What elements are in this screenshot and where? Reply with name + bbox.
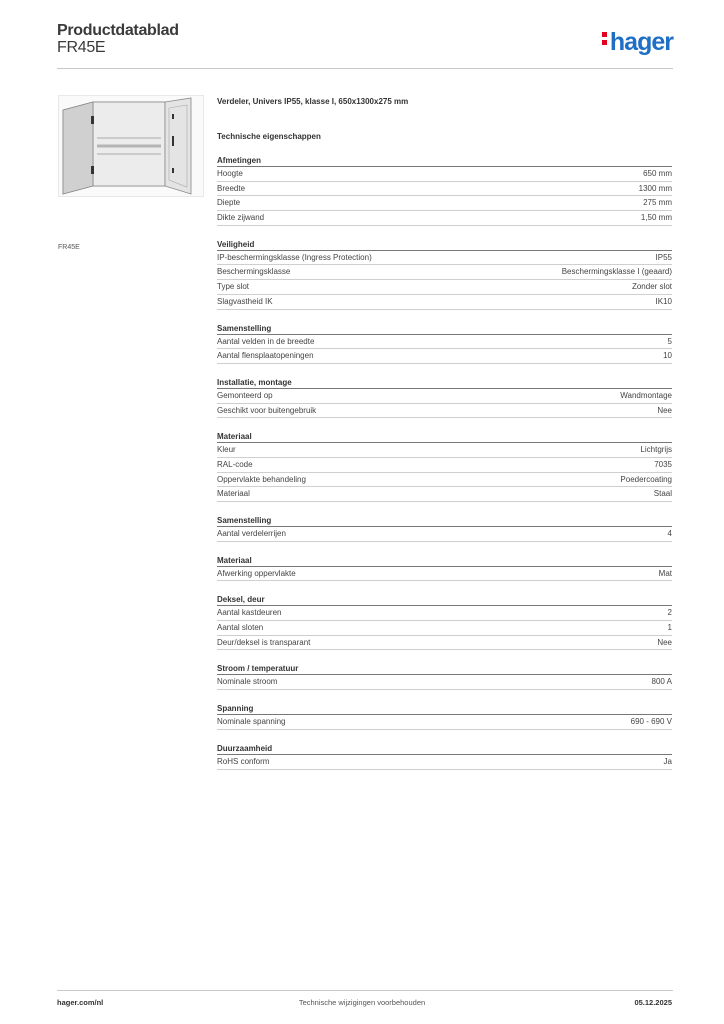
spec-value: 10 bbox=[663, 351, 672, 361]
hager-logo bbox=[602, 28, 673, 57]
spec-label: Beschermingsklasse bbox=[217, 267, 291, 277]
spec-row bbox=[217, 715, 672, 730]
spec-value: 1,50 mm bbox=[640, 213, 672, 223]
spec-label: Aantal flensplaatopeningen bbox=[217, 351, 314, 361]
spec-value: Mat bbox=[658, 568, 672, 578]
spec-row bbox=[217, 265, 672, 280]
spec-sections bbox=[217, 156, 672, 770]
spec-value: 275 mm bbox=[643, 198, 672, 208]
spec-section bbox=[217, 595, 672, 650]
spec-label: Slagvastheid IK bbox=[217, 296, 273, 306]
section-title: Deksel, deur bbox=[217, 595, 672, 606]
spec-row bbox=[217, 567, 672, 582]
spec-section bbox=[217, 240, 672, 310]
spec-label: Type slot bbox=[217, 282, 250, 292]
spec-value: 5 bbox=[667, 336, 672, 346]
spec-row bbox=[217, 487, 672, 502]
spec-row bbox=[217, 211, 672, 226]
spec-value: Staal bbox=[653, 489, 672, 499]
spec-value: Poedercoating bbox=[620, 474, 672, 484]
spec-row bbox=[217, 335, 672, 350]
spec-value: 1300 mm bbox=[638, 183, 672, 193]
product-code: FR45E bbox=[57, 39, 106, 56]
spec-label: Oppervlakte behandeling bbox=[217, 474, 306, 484]
document-title: Productdatablad bbox=[57, 22, 179, 39]
spec-label: Deur/deksel is transparant bbox=[217, 637, 311, 647]
spec-row bbox=[217, 675, 672, 690]
spec-label: Nominale spanning bbox=[217, 717, 286, 727]
spec-label: Breedte bbox=[217, 183, 246, 193]
cabinet-image-icon bbox=[59, 96, 203, 196]
section-title: Samenstelling bbox=[217, 516, 672, 527]
spec-row bbox=[217, 404, 672, 419]
spec-row bbox=[217, 443, 672, 458]
spec-label: Hoogte bbox=[217, 169, 243, 178]
spec-value: Zonder slot bbox=[631, 282, 672, 292]
footer-divider bbox=[57, 990, 673, 991]
image-caption: FR45E bbox=[58, 244, 80, 251]
spec-label: RoHS conform bbox=[217, 756, 270, 766]
spec-row bbox=[217, 349, 672, 364]
spec-value: 650 mm bbox=[643, 169, 672, 178]
tech-properties-heading: Technische eigenschappen bbox=[217, 132, 321, 141]
spec-value: 4 bbox=[667, 529, 672, 538]
spec-value: Wandmontage bbox=[620, 390, 672, 400]
spec-row bbox=[217, 621, 672, 636]
spec-section bbox=[217, 432, 672, 502]
spec-row bbox=[217, 606, 672, 621]
spec-value: Lichtgrijs bbox=[640, 445, 672, 455]
section-title: Installatie, montage bbox=[217, 378, 672, 389]
spec-label: RAL-code bbox=[217, 459, 253, 469]
footer-disclaimer: Technische wijzigingen voorbehouden bbox=[298, 998, 426, 1007]
spec-row bbox=[217, 389, 672, 404]
section-title: Veiligheid bbox=[217, 240, 672, 251]
spec-label: Geschikt voor buitengebruik bbox=[217, 405, 317, 415]
spec-section bbox=[217, 664, 672, 690]
spec-row bbox=[217, 295, 672, 310]
logo-text: hager bbox=[609, 28, 673, 56]
spec-label: Aantal verdelerrijen bbox=[217, 529, 286, 538]
spec-label: Afwerking oppervlakte bbox=[217, 568, 296, 578]
spec-label: Aantal sloten bbox=[217, 623, 264, 633]
spec-section bbox=[217, 556, 672, 582]
spec-value: 7035 bbox=[654, 459, 672, 469]
spec-section bbox=[217, 704, 672, 730]
spec-label: Aantal velden in de breedte bbox=[217, 336, 315, 346]
spec-label: IP-beschermingsklasse (Ingress Protection) bbox=[217, 252, 372, 262]
spec-section bbox=[217, 744, 672, 770]
spec-value: 690 - 690 V bbox=[630, 717, 672, 727]
product-specs bbox=[217, 97, 672, 770]
spec-label: Dikte zijwand bbox=[217, 213, 265, 223]
section-title: Spanning bbox=[217, 704, 672, 715]
spec-value: IP55 bbox=[655, 252, 672, 262]
logo-dots-icon bbox=[602, 29, 607, 48]
spec-row bbox=[217, 280, 672, 295]
section-title: Afmetingen bbox=[217, 156, 672, 167]
spec-value: 800 A bbox=[651, 677, 672, 687]
spec-label: Diepte bbox=[217, 198, 241, 208]
header-divider bbox=[57, 68, 673, 69]
footer-website: hager.com/nl bbox=[57, 998, 104, 1007]
section-title: Materiaal bbox=[217, 556, 672, 567]
spec-row bbox=[217, 167, 672, 182]
section-title: Materiaal bbox=[217, 432, 672, 443]
spec-label: Kleur bbox=[217, 445, 236, 455]
spec-row bbox=[217, 182, 672, 197]
spec-value: 2 bbox=[667, 608, 672, 618]
section-title: Duurzaamheid bbox=[217, 744, 672, 755]
spec-row bbox=[217, 527, 672, 542]
spec-value: Nee bbox=[657, 405, 672, 415]
spec-row bbox=[217, 636, 672, 651]
spec-section bbox=[217, 516, 672, 542]
spec-label: Nominale stroom bbox=[217, 677, 278, 687]
spec-value: Ja bbox=[663, 756, 672, 766]
product-description: Verdeler, Univers IP55, klasse I, 650x1300x275 mm bbox=[217, 97, 409, 106]
product-image bbox=[58, 95, 204, 197]
spec-value: 1 bbox=[667, 623, 672, 633]
spec-row bbox=[217, 196, 672, 211]
spec-value: Nee bbox=[657, 637, 672, 647]
spec-label: Materiaal bbox=[217, 489, 250, 499]
section-title: Samenstelling bbox=[217, 324, 672, 335]
spec-label: Gemonteerd op bbox=[217, 390, 273, 400]
spec-label: Aantal kastdeuren bbox=[217, 608, 282, 618]
spec-row bbox=[217, 458, 672, 473]
spec-value: Beschermingsklasse I (geaard) bbox=[561, 267, 672, 277]
footer-date: 05.12.2025 bbox=[634, 998, 672, 1007]
spec-row bbox=[217, 251, 672, 266]
spec-value: IK10 bbox=[655, 296, 672, 306]
spec-row bbox=[217, 473, 672, 488]
spec-row bbox=[217, 755, 672, 770]
spec-section bbox=[217, 324, 672, 364]
spec-section bbox=[217, 378, 672, 418]
spec-section bbox=[217, 156, 672, 226]
section-title: Stroom / temperatuur bbox=[217, 664, 672, 675]
